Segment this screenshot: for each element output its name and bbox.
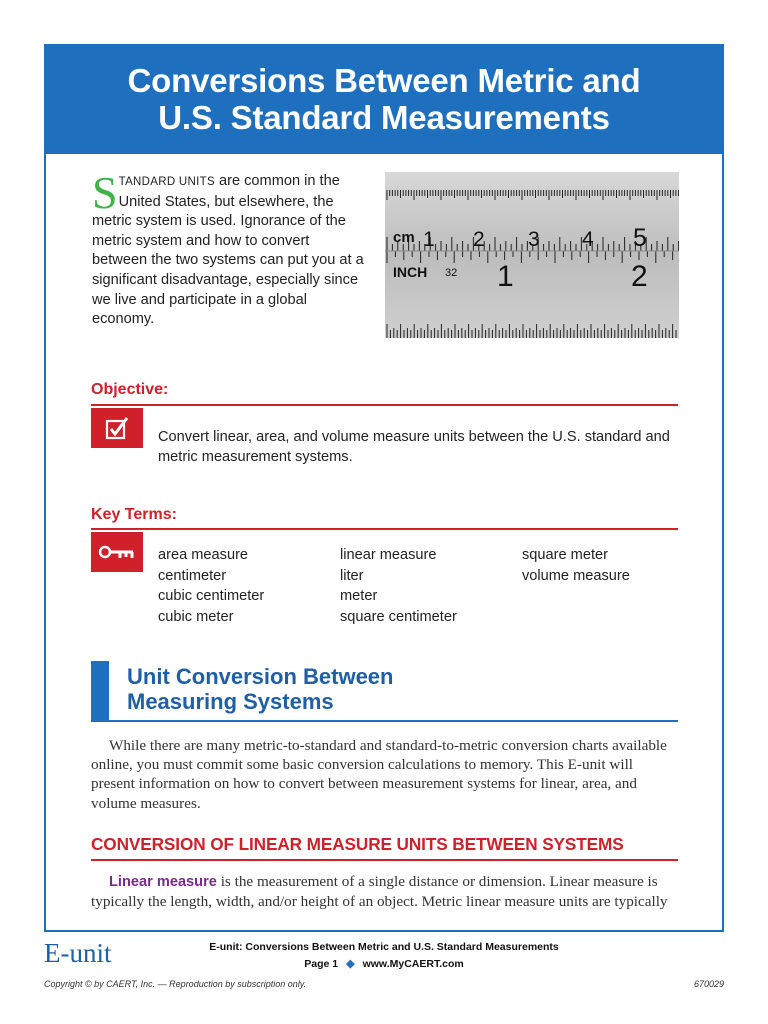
ruler-inch-sub: 32 <box>445 267 458 279</box>
page-title <box>46 46 722 136</box>
key-terms-label: Key Terms: <box>91 506 177 523</box>
key-term: liter <box>340 567 364 584</box>
title-line-2: U.S. Standard Measurements <box>158 99 610 136</box>
section-rule <box>91 720 678 722</box>
ruler-cm-2: 2 <box>473 228 485 251</box>
key-term: meter <box>340 588 378 605</box>
document-number: 670029 <box>693 979 724 989</box>
footer-url[interactable]: www.MyCAERT.com <box>362 958 464 970</box>
footer-title: E-unit: Conversions Between Metric and U.S. Standard Measurements <box>209 941 559 953</box>
subsection-text: is the measurement of a single distance or dimension. Linear measure is typically the length, width, and/or height of an object. Metric linear measure units are typically <box>91 873 668 911</box>
footer-page-number: Page 1 <box>304 958 339 970</box>
key-terms-column-1 <box>158 545 264 627</box>
objective-rule <box>91 404 678 406</box>
logo-text: E-unit <box>44 938 112 968</box>
ruler-photo <box>385 172 679 338</box>
ruler-cm-1: 1 <box>423 228 435 251</box>
key-term: volume measure <box>522 567 630 584</box>
objective-label: Objective: <box>91 381 169 398</box>
key-term: linear measure <box>340 547 437 563</box>
ruler-cm-5: 5 <box>633 224 647 252</box>
section-heading-line-2: Measuring Systems <box>127 689 334 714</box>
checkbox-icon <box>91 408 143 448</box>
section-heading-line-1: Unit Conversion Between <box>127 664 394 689</box>
ruler-cm-label: cm <box>393 229 415 246</box>
key-term: area measure <box>158 547 249 563</box>
key-term: square centimeter <box>340 608 457 625</box>
section-heading <box>127 664 393 714</box>
intro-smallcaps: TANDARD UNITS <box>118 176 215 188</box>
objective-text: Convert linear, area, and volume measure units between the U.S. standard and metric measurement systems. <box>158 429 670 465</box>
key-term: square meter <box>522 547 608 563</box>
intro-paragraph <box>92 167 367 330</box>
ruler-cm-4: 4 <box>582 228 594 251</box>
subsection-rule <box>91 859 678 861</box>
ruler-inch-label: INCH <box>393 264 428 280</box>
key-term: cubic meter <box>158 608 234 625</box>
ruler-inch-2: 2 <box>631 260 648 293</box>
ruler-cm-3: 3 <box>528 228 540 251</box>
key-terms-rule <box>91 528 678 530</box>
key-terms-column-3 <box>522 545 630 586</box>
ruler-inch-1: 1 <box>497 260 514 293</box>
section-paragraph: While there are many metric-to-standard and standard-to-metric conversion charts available online, you must commit some basic conversion calculations to memory. This E-unit will present information on how to convert between measurement systems for linear, area, and volume measures. <box>91 737 667 812</box>
key-term: centimeter <box>158 567 227 584</box>
subsection-paragraph <box>91 872 679 911</box>
key-icon <box>91 532 143 572</box>
section-accent-bar <box>91 661 109 721</box>
copyright-notice: Copyright © by CAERT, Inc. — Reproduction by subscription only. <box>44 979 307 989</box>
footer-page-line <box>0 957 768 970</box>
key-term: cubic centimeter <box>158 588 265 605</box>
drop-cap: S <box>92 167 118 218</box>
term-linear-measure: Linear measure <box>109 874 217 890</box>
key-terms-column-2 <box>340 545 457 627</box>
subsection-heading: CONVERSION OF LINEAR MEASURE UNITS BETWEEN SYSTEMS <box>91 834 624 854</box>
diamond-icon: ◆ <box>346 958 355 970</box>
title-banner <box>46 46 722 154</box>
intro-text: are common in the United States, but elsewhere, the metric system is used. Ignorance of the metric system and how to convert between the two systems can put you at a significant disadvantage, especially since we live and participate in a global economy. <box>92 173 364 328</box>
title-line-1: Conversions Between Metric and <box>127 62 641 99</box>
